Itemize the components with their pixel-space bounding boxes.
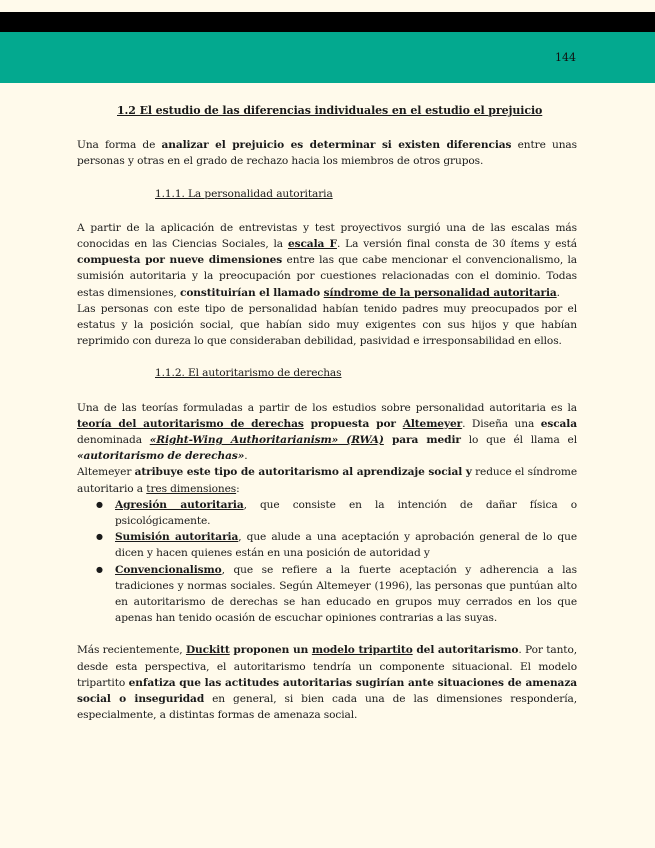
- page-number: 144: [555, 51, 576, 64]
- dimensions-list: [77, 497, 577, 627]
- document-body: [77, 103, 577, 724]
- page-header: [0, 32, 655, 83]
- paragraph-aprendizaje-social: Altemeyer atribuye este tipo de autoritarismo al aprendizaje social y reduce el síndrome autoritario a tres dimensiones:: [77, 466, 578, 495]
- top-black-bar: [0, 12, 655, 32]
- list-item: ● Agresión autoritaria, que consiste en la intención de dañar física o psicológicamente.: [115, 497, 577, 529]
- intro-paragraph: Una forma de analizar el prejuicio es determinar si existen diferencias entre unas personas y otras en el grado de rechazo hacia los miembros de otros grupos.: [77, 139, 577, 168]
- section-title: 1.2 El estudio de las diferencias individuales en el estudio el prejuicio: [117, 104, 543, 117]
- paragraph-padres: Las personas con este tipo de personalidad habían tenido padres muy preocupados por el estatus y la posición social, que habían sido muy exigentes con sus hijos y que habían reprimido con dureza lo que consideraban debilidad, pasividad e irresponsabilidad en ellos.: [77, 302, 577, 348]
- list-item: ● Convencionalismo, que se refiere a la fuerte aceptación y adherencia a las tradiciones y normas sociales. Según Altemeyer (1996), las personas que puntúan alto en autoritarismo de derechas se han educado en grupos muy cerrados en los que apenas han tenido ocasión de escuchar opiniones contrarias a las suyas.: [115, 562, 577, 627]
- paragraph-escala-f: A partir de la aplicación de entrevistas y test proyectivos surgió una de las escalas más conocidas en las Ciencias Sociales, la escala F. La versión final consta de 30 ítems y está compuesta por nueve dimensiones entre las que cabe mencionar el convencionalismo, la sumisión autoritaria y la preocupación por cuestiones relacionadas con el dominio. Todas estas dimensiones, constituirían el llamado síndrome de la personalidad autoritaria.: [77, 221, 578, 299]
- subsection-title-autoritarismo: 1.1.2. El autoritarismo de derechas: [155, 367, 342, 380]
- subsection-title-personalidad: 1.1.1. La personalidad autoritaria: [155, 187, 333, 200]
- paragraph-duckitt: Más recientemente, Duckitt proponen un modelo tripartito del autoritarismo. Por tanto, desde esta perspectiva, el autoritarismo tendría un componente situacional. El modelo tripartito enfatiza que las actitudes autoritarias sugirían ante situaciones de amenaza social o inseguridad en general, si bien cada una de las dimensiones respondería, especialmente, a distintas formas de amenaza social.: [77, 644, 578, 722]
- list-item: ● Sumisión autoritaria, que alude a una aceptación y aprobación general de lo que dicen y hacen quienes están en una posición de autoridad y: [115, 529, 577, 561]
- paragraph-altemeyer: Una de las teorías formuladas a partir de los estudios sobre personalidad autoritaria es la teoría del autoritarismo de derechas propuesta por Altemeyer. Diseña una escala denominada «Right-Wing Authoritarianism» (RWA) para medir lo que él llama el «autoritarismo de derechas».: [77, 401, 577, 463]
